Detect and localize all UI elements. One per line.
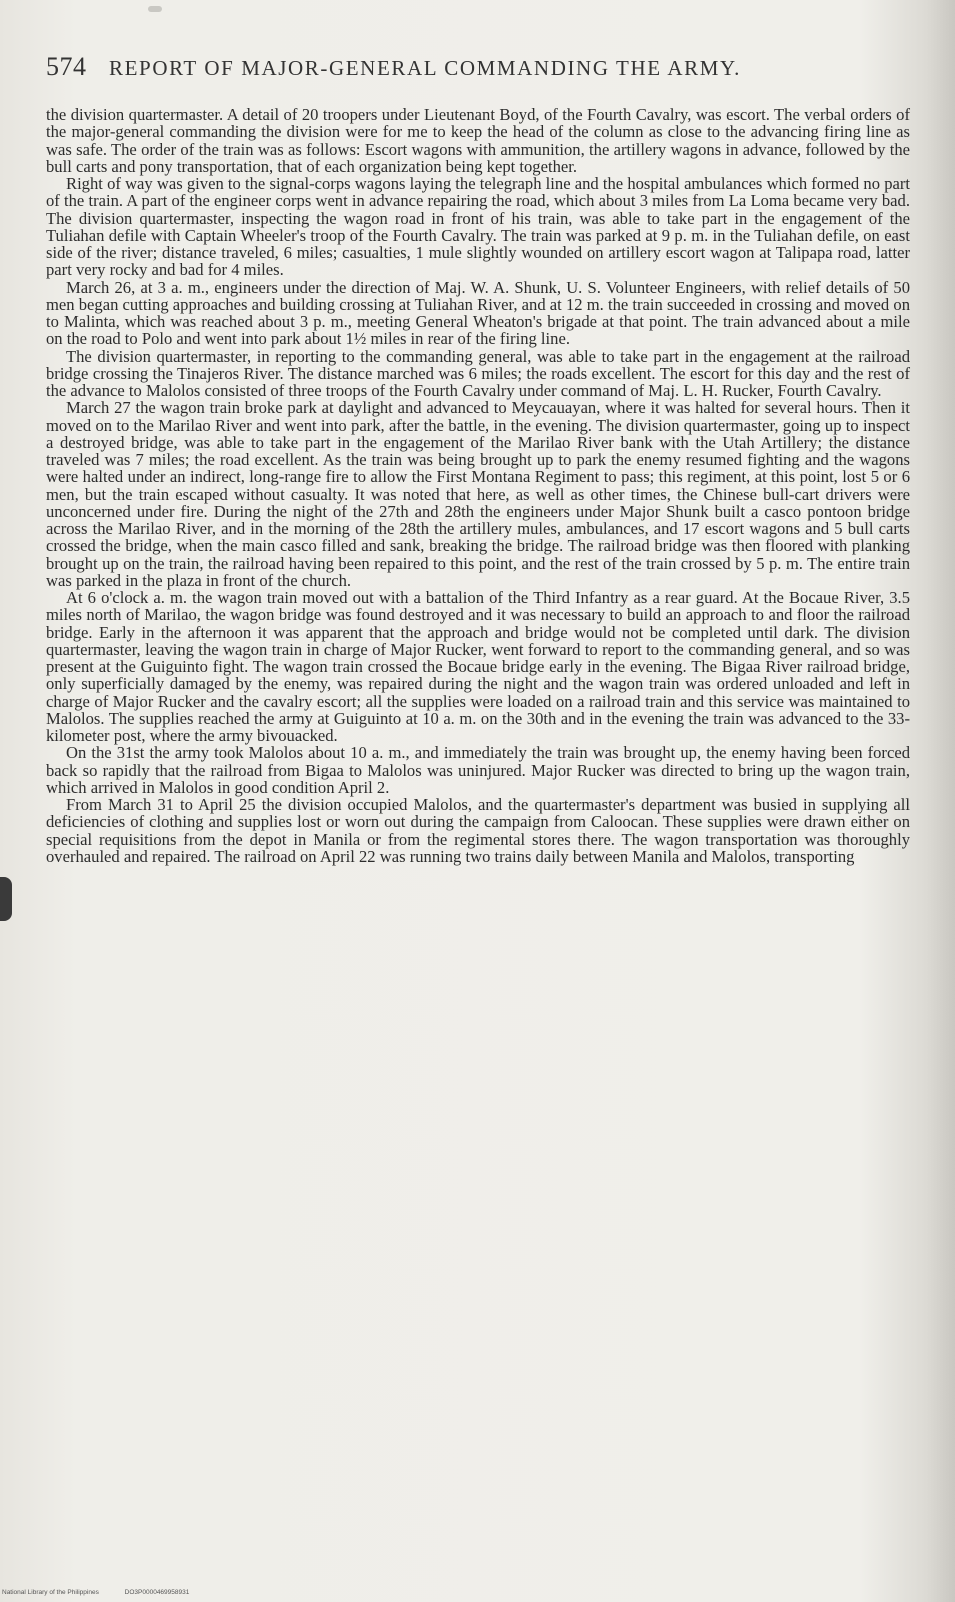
paragraph-tinajeros: The division quartermaster, in reporting to the commanding general, was able to take part in the engagement at the railroad bridge crossing the Tinajeros River. The distance marched was 6 miles; the roads excellent. The escort for this day and the rest of the advance to Malolos consisted of three troops of the Fourth Cavalry under command of Maj. L. H. Rucker, Fourth Cavalry. xyxy=(46,346,910,400)
running-title: REPORT OF MAJOR-GENERAL COMMANDING THE ARMY. xyxy=(109,56,741,80)
paper-speck xyxy=(148,6,162,12)
paragraph-march-31: On the 31st the army took Malolos about 10 a. m., and immediately the train was brought up, the enemy having been forced back so rapidly that the railroad from Bigaa to Malolos was uninjured. Major Rucker was directed to bring up the wagon train, which arrived in Malolos in good condition April 2. xyxy=(46,743,910,797)
paragraph-bocaue: At 6 o'clock a. m. the wagon train moved out with a battalion of the Third Infantry as a rear guard. At the Bocaue River, 3.5 miles north of Marilao, the wagon bridge was found destroyed and it was necessary to build an approach to and floor the railroad bridge. Early in the afternoon it was apparent that the approach and bridge would not be completed until dark. The division quartermaster, leaving the wagon train in charge of Major Rucker, went forward to report to the commanding general, and so was present at the Guiguinto fight. The wagon train crossed the Bocaue bridge early in the evening. The Bigaa River railroad bridge, only superficially damaged by the enemy, was repaired during the night and the wagon train was ordered unloaded and left in charge of Major Rucker and the cavalry escort; all the supplies were loaded on a railroad train and this service was maintained to Malolos. The supplies reached the army at Guiguinto at 10 a. m. on the 30th and in the evening the train was advanced to the 33-kilometer post, where the army bivouacked. xyxy=(46,588,910,745)
paragraph-march-26: March 26, at 3 a. m., engineers under the direction of Maj. W. A. Shunk, U. S. Volunteer Engineers, with relief details of 50 men began cutting approaches and building crossing at Tuliahan River, and at 12 m. the train succeeded in crossing and moved on to Malinta, which was reached about 3 p. m., meeting General Wheaton's brigade at that point. The train advanced about a mile on the road to Polo and went into park about 1½ miles in rear of the firing line. xyxy=(46,277,910,349)
footer-code: DO3P0000469958931 xyxy=(124,1589,190,1596)
scan-footer xyxy=(2,1589,189,1596)
body-text xyxy=(46,106,910,865)
paragraph-continuation: the division quartermaster. A detail of 20 troopers under Lieutenant Boyd, of the Fourth Cavalry, was escort. The verbal orders of the major-general commanding the division were for me to keep the head of the column as close to the advancing firing line as was safe. The order of the train was as follows: Escort wagons with ammunition, the artillery wagons in advance, followed by the bull carts and pony transportation, that of each organization being kept together. xyxy=(46,105,910,176)
paragraph-occupation: From March 31 to April 25 the division occupied Malolos, and the quartermaster's department was busied in supplying all deficiencies of clothing and supplies lost or worn out during the campaign from Caloocan. These supplies were drawn either on special requisitions from the depot in Manila or from the regimental stores there. The wagon transportation was thoroughly overhauled and repaired. The railroad on April 22 was running two trains daily between Manila and Malolos, transporting xyxy=(46,795,910,866)
paragraph-right-of-way: Right of way was given to the signal-corps wagons laying the telegraph line and the hospital ambulances which formed no part of the train. A part of the engineer corps went in advance repairing the road, which about 3 miles from La Loma became very bad. The division quartermaster, inspecting the wagon road in front of his train, was able to take part in the engagement of the Tuliahan defile with Captain Wheeler's troop of the Fourth Cavalry. The train was parked at 9 p. m. in the Tuliahan defile, on east side of the river; distance traveled, 6 miles; casualties, 1 mule slightly wounded on artillery escort wagon at Talipapa road, latter part very rocky and bad for 4 miles. xyxy=(46,174,910,280)
page-number: 574 xyxy=(46,52,87,81)
footer-library: National Library of the Philippines xyxy=(2,1589,99,1596)
binding-edge-mark xyxy=(0,877,12,921)
paragraph-march-27: March 27 the wagon train broke park at daylight and advanced to Meycauayan, where it was halted for several hours. Then it moved on to the Marilao River and went into park, after the battle, in the evening. The division quartermaster, going up to inspect a destroyed bridge, was able to take part in the engagement of the Marilao River bank with the Utah Artillery; the distance traveled was 7 miles; the road excellent. As the train was being brought up to park the enemy resumed fighting and the wagons were halted under an indirect, long-range fire to allow the First Montana Regiment to pass; this regiment, at this point, lost 5 or 6 men, but the train escaped without casualty. It was noted that here, as well as other times, the Chinese bull-cart drivers were unconcerned under fire. During the night of the 27th and 28th the engineers under Major Shunk built a casco pontoon bridge across the Marilao River, and in the morning of the 28th the artillery mules, ambulances, and 17 escort wagons and 5 bull carts crossed the bridge, when the main casco filled and sank, breaking the bridge. The railroad bridge was then floored with planking brought up on the train, the railroad having been repaired to this point, and the rest of the train crossed by 5 p. m. The entire train was parked in the plaza in front of the church. xyxy=(46,398,910,590)
page-header xyxy=(46,52,906,82)
